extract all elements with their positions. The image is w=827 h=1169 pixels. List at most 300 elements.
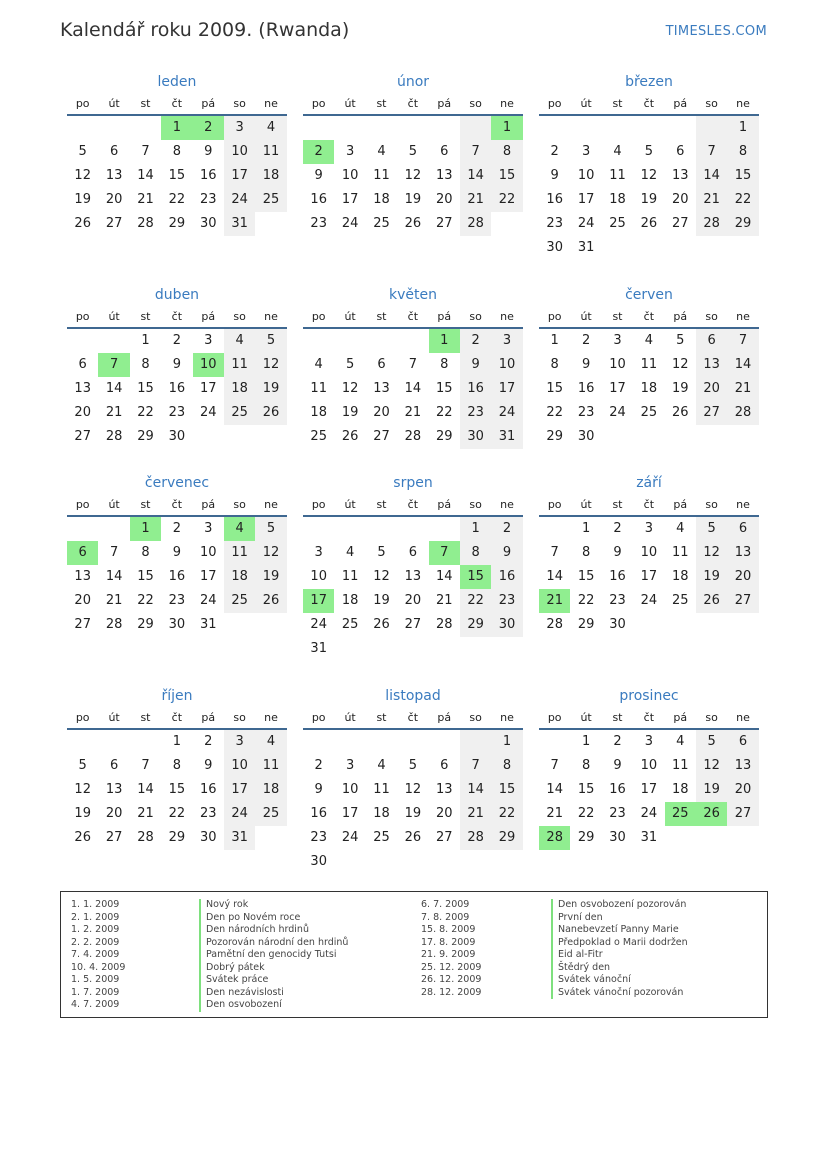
month-3 [67, 285, 287, 449]
day-cell: 5 [676, 333, 685, 348]
day-cell: 7 [460, 754, 491, 778]
day-cell: 27 [435, 830, 453, 845]
day-cell: 22 [727, 188, 758, 212]
day-cell: 8 [172, 144, 181, 159]
day-cell: 9 [172, 357, 181, 372]
empty-cell [460, 730, 491, 754]
weekday-label: ne [736, 498, 750, 511]
holiday-name: Den po Novém roce [199, 912, 348, 925]
day-cell: 14 [404, 381, 422, 396]
day-cell: 10 [310, 569, 327, 584]
weekday-label: so [233, 498, 246, 511]
weekday-label: ne [500, 310, 514, 323]
holiday-name: Pozorován národní den hrdinů [199, 937, 348, 950]
day-cell: 13 [105, 782, 123, 797]
weekday-label: pá [673, 97, 688, 110]
month-name: červen [625, 287, 673, 303]
weekday-label: pá [673, 498, 688, 511]
day-cell: 19 [373, 593, 390, 608]
day-cell: 28 [105, 617, 123, 632]
empty-cell [665, 116, 696, 140]
holiday-name: První den [551, 912, 688, 925]
weekday-label: pá [437, 498, 452, 511]
day-cell: 26 [255, 589, 286, 613]
day-grid [67, 730, 287, 850]
day-cell: 26 [671, 405, 689, 420]
month-name: únor [396, 74, 430, 90]
holiday-day: 10 [193, 353, 224, 377]
day-cell: 2 [172, 521, 181, 536]
day-cell: 11 [373, 782, 390, 797]
day-cell: 3 [224, 730, 255, 754]
weekday-label: st [140, 498, 151, 511]
weekday-label: ne [736, 97, 750, 110]
weekday-label: so [233, 97, 246, 110]
day-grid [67, 329, 287, 449]
day-cell: 10 [224, 140, 255, 164]
weekday-label: st [140, 97, 151, 110]
day-cell: 1 [581, 734, 591, 749]
day-cell: 22 [491, 188, 522, 212]
day-cell: 23 [546, 216, 563, 231]
empty-cell [303, 116, 334, 140]
day-cell: 24 [199, 593, 217, 608]
day-cell: 9 [204, 144, 213, 159]
empty-cell [67, 116, 98, 140]
day-cell: 3 [613, 333, 622, 348]
day-cell: 23 [310, 216, 327, 231]
day-cell: 17 [640, 782, 658, 797]
month-2 [539, 72, 759, 260]
empty-cell [334, 116, 365, 140]
day-cell: 16 [310, 806, 327, 821]
day-cell: 12 [373, 569, 390, 584]
day-cell: 9 [613, 758, 622, 773]
day-grid [539, 517, 759, 637]
day-cell: 3 [644, 734, 653, 749]
empty-cell [366, 517, 397, 541]
holiday-date: 1. 7. 2009 [71, 986, 120, 998]
holiday-day: 26 [696, 802, 727, 826]
day-cell: 18 [224, 565, 255, 589]
weekday-label: po [75, 498, 90, 511]
day-cell: 26 [404, 830, 422, 845]
day-cell: 5 [345, 357, 355, 372]
weekday-label: po [311, 97, 326, 110]
weekday-label: pá [201, 711, 216, 724]
holiday-day: 17 [303, 589, 334, 613]
day-cell: 22 [168, 806, 186, 821]
month-11 [539, 686, 759, 850]
weekday-header [539, 493, 759, 517]
day-cell: 6 [696, 329, 727, 353]
holiday-day: 2 [303, 140, 334, 164]
empty-cell [460, 116, 491, 140]
day-cell: 10 [224, 754, 255, 778]
day-cell: 23 [609, 806, 626, 821]
weekday-header [303, 493, 523, 517]
day-cell: 24 [640, 593, 658, 608]
day-cell: 6 [440, 144, 449, 159]
empty-cell [429, 116, 460, 140]
empty-cell [98, 517, 129, 541]
empty-cell [602, 116, 633, 140]
weekday-label: út [344, 310, 356, 323]
holiday-date: 1. 2. 2009 [71, 924, 120, 935]
day-cell: 17 [341, 192, 359, 207]
holiday-date: 4. 7. 2009 [71, 999, 120, 1010]
weekday-label: čt [643, 97, 655, 110]
day-cell: 21 [105, 405, 123, 420]
holiday-name: Pamětní den genocidy Tutsi [199, 949, 348, 962]
day-cell: 20 [435, 192, 453, 207]
day-cell: 4 [613, 144, 622, 159]
month-5 [539, 285, 759, 449]
day-cell: 20 [727, 565, 758, 589]
day-cell: 21 [137, 192, 154, 207]
day-cell: 20 [105, 806, 123, 821]
weekday-label: po [547, 711, 562, 724]
day-cell: 21 [105, 593, 123, 608]
holiday-date: 28. 12. 2009 [421, 986, 482, 998]
empty-cell [366, 730, 397, 754]
weekday-label: ne [500, 711, 514, 724]
day-cell: 26 [255, 401, 286, 425]
day-cell: 14 [460, 164, 491, 188]
empty-cell [539, 517, 570, 541]
day-cell: 9 [204, 758, 213, 773]
weekday-label: čt [407, 310, 419, 323]
day-cell: 5 [644, 144, 653, 159]
empty-cell [334, 517, 365, 541]
day-cell: 24 [491, 401, 522, 425]
weekday-label: út [344, 498, 356, 511]
day-cell: 16 [310, 192, 327, 207]
day-cell: 31 [224, 826, 255, 850]
day-cell: 11 [255, 754, 286, 778]
day-grid [303, 329, 523, 449]
weekday-label: st [376, 711, 387, 724]
day-cell: 8 [550, 357, 559, 372]
day-cell: 8 [440, 357, 449, 372]
day-cell: 6 [78, 357, 87, 372]
day-cell: 27 [74, 617, 91, 632]
day-cell: 11 [373, 168, 390, 183]
weekday-header [539, 92, 759, 116]
month-1 [303, 72, 523, 236]
weekday-header [67, 92, 287, 116]
day-cell: 25 [224, 589, 255, 613]
day-cell: 19 [404, 806, 422, 821]
weekday-label: so [705, 97, 718, 110]
day-cell: 31 [640, 830, 658, 845]
month-0 [67, 72, 287, 236]
empty-cell [539, 730, 570, 754]
holiday-day: 1 [429, 329, 460, 353]
day-cell: 4 [676, 734, 685, 749]
empty-cell [67, 329, 98, 353]
day-cell: 14 [546, 569, 563, 584]
day-cell: 9 [172, 545, 181, 560]
brand-link[interactable]: TIMESLES.COM [665, 24, 767, 39]
month-6 [67, 473, 287, 637]
weekday-label: so [705, 711, 718, 724]
day-cell: 6 [408, 545, 417, 560]
day-cell: 26 [404, 216, 422, 231]
day-cell: 28 [460, 212, 491, 236]
day-cell: 2 [491, 517, 522, 541]
month-name: prosinec [619, 688, 679, 704]
day-cell: 17 [640, 569, 658, 584]
day-cell: 3 [314, 545, 323, 560]
empty-cell [98, 116, 129, 140]
day-cell: 4 [224, 329, 255, 353]
day-cell: 23 [577, 405, 595, 420]
holiday-date: 25. 12. 2009 [421, 961, 482, 973]
holiday-day: 1 [491, 116, 522, 140]
month-name: říjen [161, 688, 193, 704]
day-grid [67, 517, 287, 637]
day-cell: 9 [314, 782, 323, 797]
day-cell: 23 [491, 589, 522, 613]
holiday-name: Předpoklad o Marii dodržen [551, 937, 688, 950]
day-cell: 8 [172, 758, 181, 773]
day-cell: 11 [671, 758, 689, 773]
empty-cell [67, 730, 98, 754]
empty-cell [397, 329, 428, 353]
day-cell: 2 [460, 329, 491, 353]
day-cell: 10 [341, 168, 359, 183]
day-cell: 4 [255, 730, 286, 754]
day-cell: 15 [168, 168, 186, 183]
day-cell: 25 [640, 405, 658, 420]
day-cell: 24 [224, 188, 255, 212]
day-cell: 8 [141, 545, 150, 560]
weekday-label: st [376, 310, 387, 323]
day-cell: 4 [676, 521, 685, 536]
day-cell: 2 [204, 734, 213, 749]
month-name: srpen [393, 475, 433, 491]
day-cell: 30 [577, 429, 595, 444]
weekday-label: po [547, 498, 562, 511]
holiday-date: 1. 1. 2009 [71, 899, 120, 910]
empty-cell [334, 730, 365, 754]
day-cell: 16 [168, 569, 186, 584]
day-cell: 19 [671, 381, 689, 396]
day-cell: 18 [255, 164, 286, 188]
day-cell: 25 [224, 401, 255, 425]
weekday-header [303, 706, 523, 730]
day-cell: 31 [310, 641, 327, 656]
day-cell: 13 [74, 381, 91, 396]
day-cell: 11 [609, 168, 626, 183]
day-cell: 19 [74, 192, 91, 207]
day-cell: 23 [310, 830, 327, 845]
day-cell: 13 [435, 168, 453, 183]
day-cell: 22 [435, 405, 453, 420]
empty-cell [570, 116, 601, 140]
day-cell: 4 [255, 116, 286, 140]
weekday-label: čt [171, 498, 183, 511]
holiday-date: 15. 8. 2009 [421, 924, 476, 935]
day-cell: 24 [341, 216, 359, 231]
weekday-label: út [108, 310, 120, 323]
day-cell: 18 [373, 806, 390, 821]
weekday-label: pá [201, 498, 216, 511]
day-cell: 19 [404, 192, 422, 207]
day-cell: 17 [199, 569, 217, 584]
empty-cell [130, 730, 161, 754]
day-cell: 17 [609, 381, 626, 396]
day-cell: 16 [577, 381, 595, 396]
day-cell: 27 [435, 216, 453, 231]
weekday-label: so [705, 310, 718, 323]
holiday-day: 15 [460, 565, 491, 589]
day-cell: 4 [377, 758, 386, 773]
day-cell: 26 [696, 589, 727, 613]
weekday-label: pá [673, 711, 688, 724]
day-cell: 19 [696, 565, 727, 589]
holiday-date: 2. 1. 2009 [71, 911, 120, 923]
day-cell: 12 [404, 168, 422, 183]
month-name: březen [625, 74, 673, 90]
day-cell: 5 [696, 730, 727, 754]
day-cell: 2 [613, 521, 622, 536]
day-cell: 12 [696, 541, 727, 565]
day-cell: 11 [224, 353, 255, 377]
day-cell: 30 [168, 429, 186, 444]
month-8 [539, 473, 759, 637]
day-cell: 1 [727, 116, 758, 140]
day-cell: 24 [577, 216, 595, 231]
day-cell: 6 [727, 517, 758, 541]
day-cell: 20 [105, 192, 123, 207]
holiday-day: 6 [67, 541, 98, 565]
day-cell: 30 [609, 617, 626, 632]
day-cell: 12 [671, 357, 689, 372]
holiday-date: 6. 7. 2009 [421, 899, 470, 910]
day-cell: 20 [373, 405, 390, 420]
month-name: září [636, 475, 662, 491]
day-cell: 14 [105, 381, 123, 396]
day-cell: 7 [696, 140, 727, 164]
day-cell: 22 [577, 593, 595, 608]
day-cell: 21 [435, 593, 453, 608]
day-cell: 30 [199, 830, 217, 845]
holiday-name: Svátek vánoční [551, 974, 688, 987]
day-cell: 11 [640, 357, 658, 372]
day-cell: 7 [109, 545, 119, 560]
weekday-label: st [140, 310, 151, 323]
day-cell: 25 [255, 188, 286, 212]
day-cell: 12 [640, 168, 658, 183]
day-cell: 31 [199, 617, 217, 632]
day-cell: 28 [460, 826, 491, 850]
weekday-label: st [612, 97, 623, 110]
day-cell: 23 [168, 593, 186, 608]
holiday-name: Nový rok [199, 899, 348, 912]
day-cell: 19 [640, 192, 658, 207]
day-cell: 28 [696, 212, 727, 236]
day-cell: 25 [310, 429, 327, 444]
day-cell: 15 [137, 569, 154, 584]
day-cell: 5 [255, 517, 286, 541]
weekday-label: ne [500, 498, 514, 511]
day-cell: 26 [341, 429, 359, 444]
day-cell: 30 [310, 854, 327, 869]
day-cell: 7 [727, 329, 758, 353]
day-cell: 9 [491, 541, 522, 565]
day-cell: 15 [546, 381, 563, 396]
day-cell: 13 [105, 168, 123, 183]
day-cell: 25 [671, 593, 689, 608]
day-cell: 7 [550, 545, 559, 560]
holiday-day: 2 [193, 116, 224, 140]
weekday-label: čt [171, 711, 183, 724]
holiday-name: Štědrý den [551, 962, 688, 975]
weekday-label: ne [264, 498, 278, 511]
day-cell: 3 [204, 521, 213, 536]
weekday-label: út [580, 97, 592, 110]
day-cell: 9 [581, 357, 591, 372]
day-cell: 15 [168, 782, 186, 797]
day-cell: 24 [310, 617, 327, 632]
day-cell: 29 [168, 216, 186, 231]
day-cell: 11 [255, 140, 286, 164]
day-cell: 2 [613, 734, 622, 749]
day-cell: 27 [727, 802, 758, 826]
day-cell: 28 [404, 429, 422, 444]
weekday-label: ne [264, 711, 278, 724]
day-cell: 17 [224, 778, 255, 802]
day-cell: 19 [696, 778, 727, 802]
day-grid [303, 517, 523, 661]
weekday-label: so [469, 498, 482, 511]
weekday-label: pá [437, 97, 452, 110]
day-cell: 30 [609, 830, 626, 845]
day-cell: 10 [341, 782, 359, 797]
day-cell: 19 [255, 565, 286, 589]
weekday-label: st [612, 498, 623, 511]
holiday-day: 7 [429, 541, 460, 565]
day-cell: 6 [676, 144, 685, 159]
day-cell: 21 [404, 405, 422, 420]
day-cell: 6 [440, 758, 449, 773]
day-cell: 29 [435, 429, 453, 444]
day-cell: 13 [74, 569, 91, 584]
day-cell: 13 [727, 754, 758, 778]
weekday-label: ne [264, 310, 278, 323]
month-name: listopad [385, 688, 441, 704]
weekday-label: so [705, 498, 718, 511]
day-cell: 27 [404, 617, 422, 632]
legend-column-1 [199, 899, 348, 1012]
day-cell: 7 [460, 140, 491, 164]
day-cell: 16 [609, 569, 626, 584]
day-cell: 24 [341, 830, 359, 845]
day-cell: 27 [105, 830, 123, 845]
day-cell: 13 [671, 168, 689, 183]
day-cell: 14 [727, 353, 758, 377]
empty-cell [633, 116, 664, 140]
day-cell: 27 [696, 401, 727, 425]
day-cell: 18 [224, 377, 255, 401]
empty-cell [366, 329, 397, 353]
day-cell: 11 [310, 381, 327, 396]
day-cell: 12 [404, 782, 422, 797]
day-cell: 12 [74, 782, 91, 797]
day-cell: 28 [727, 401, 758, 425]
